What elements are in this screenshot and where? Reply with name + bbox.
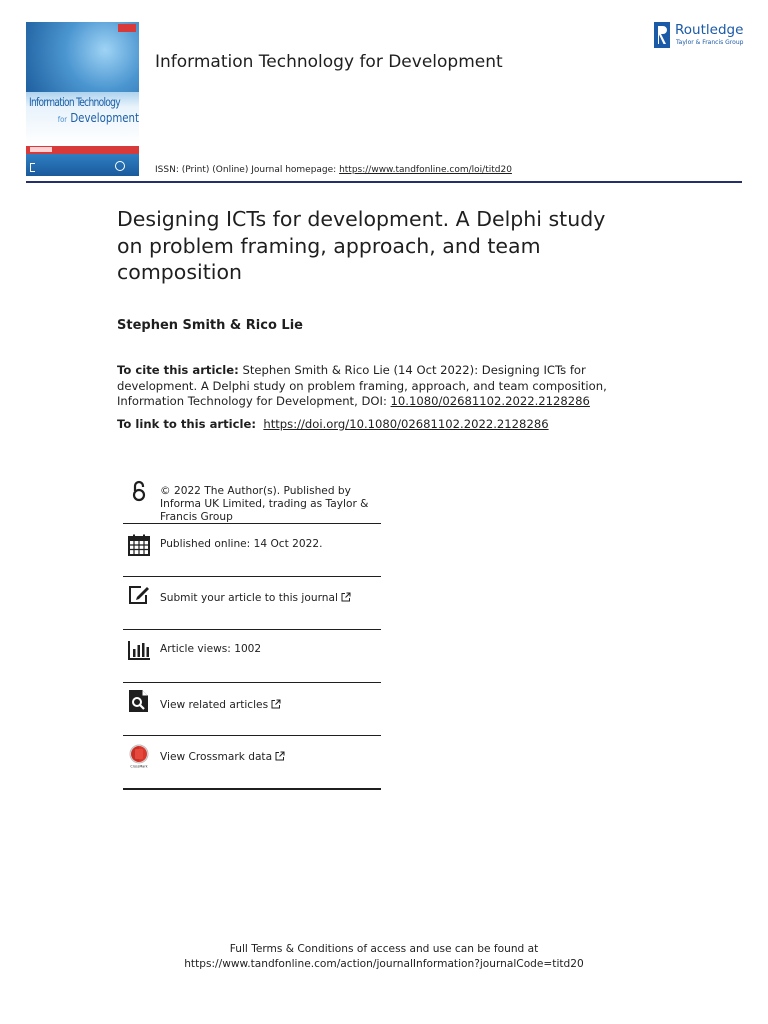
- cover-title-line1: Information Technology: [29, 95, 120, 109]
- open-access-text: © 2022 The Author(s). Published by Informa UK Limited, trading as Taylor & Francis Group: [160, 485, 369, 523]
- article-link-block: [117, 417, 677, 433]
- related-articles-label: View related articles: [160, 699, 269, 711]
- calendar-icon: [127, 533, 151, 557]
- routledge-logo[interactable]: [654, 22, 746, 48]
- info-divider: [123, 576, 381, 577]
- published-online-text: Published online: 14 Oct 2022.: [160, 538, 323, 550]
- submit-article-link[interactable]: [160, 592, 351, 605]
- cover-title-line2: [46, 111, 140, 125]
- related-articles-link[interactable]: [160, 699, 281, 712]
- cover-title-development: Development: [70, 111, 139, 125]
- article-authors[interactable]: Stephen Smith & Rico Lie: [117, 318, 303, 333]
- issn-label: ISSN: (Print) (Online) Journal homepage:: [155, 165, 340, 175]
- footer-terms-url[interactable]: https://www.tandfonline.com/action/journalInformation?journalCode=titd20: [184, 958, 584, 970]
- info-divider: [123, 682, 381, 683]
- open-access-icon: [127, 480, 151, 504]
- cite-text: Stephen Smith & Rico Lie (14 Oct 2022): Designing ICTs for development. A Delphi study on problem framing, approach, and team composition, Information Technology for Development, DOI:: [117, 363, 607, 408]
- cover-tf-icon: [115, 161, 125, 171]
- link-label: To link to this article:: [117, 417, 256, 431]
- bar-chart-icon: [127, 638, 151, 662]
- routledge-name: Routledge: [675, 22, 744, 38]
- crossmark-icon: [127, 744, 151, 768]
- journal-homepage-link[interactable]: https://www.tandfonline.com/loi/titd20: [339, 165, 512, 175]
- cover-year-badge: [118, 24, 136, 32]
- external-link-icon: [341, 592, 351, 602]
- cover-routledge-icon: [30, 163, 35, 172]
- crossmark-link[interactable]: [160, 751, 285, 764]
- cover-footer-band: [26, 154, 139, 176]
- article-views-text: Article views: 1002: [160, 643, 262, 655]
- submit-article-label: Submit your article to this journal: [160, 592, 338, 604]
- info-divider: [123, 735, 381, 736]
- journal-name[interactable]: Information Technology for Development: [155, 52, 503, 72]
- edit-icon: [127, 583, 151, 607]
- routledge-group-name: Taylor & Francis Group: [676, 39, 744, 46]
- footer-terms: [0, 942, 768, 972]
- cover-red-strip: [26, 146, 139, 154]
- crossmark-label: View Crossmark data: [160, 751, 273, 763]
- crossmark-badge-text: CrossMark: [130, 764, 148, 768]
- doi-link[interactable]: 10.1080/02681102.2022.2128286: [390, 394, 590, 408]
- article-doi-url[interactable]: https://doi.org/10.1080/02681102.2022.2128286: [263, 417, 549, 431]
- header-divider: [26, 181, 742, 183]
- citation-block: [117, 363, 657, 410]
- cover-title-for: for: [57, 115, 68, 124]
- cite-label: To cite this article:: [117, 363, 239, 377]
- info-divider: [123, 523, 381, 524]
- issn-line: [155, 165, 512, 175]
- external-link-icon: [275, 751, 285, 761]
- external-link-icon: [271, 699, 281, 709]
- info-divider: [123, 629, 381, 630]
- cover-globe-graphic: [26, 22, 139, 92]
- footer-terms-line1: Full Terms & Conditions of access and use can be found at: [229, 943, 539, 955]
- document-search-icon: [127, 689, 151, 713]
- journal-cover-image: [26, 22, 139, 176]
- article-title: Designing ICTs for development. A Delphi study on problem framing, approach, and team composition: [117, 207, 606, 284]
- info-divider: [123, 788, 381, 790]
- routledge-r-icon: [654, 22, 670, 48]
